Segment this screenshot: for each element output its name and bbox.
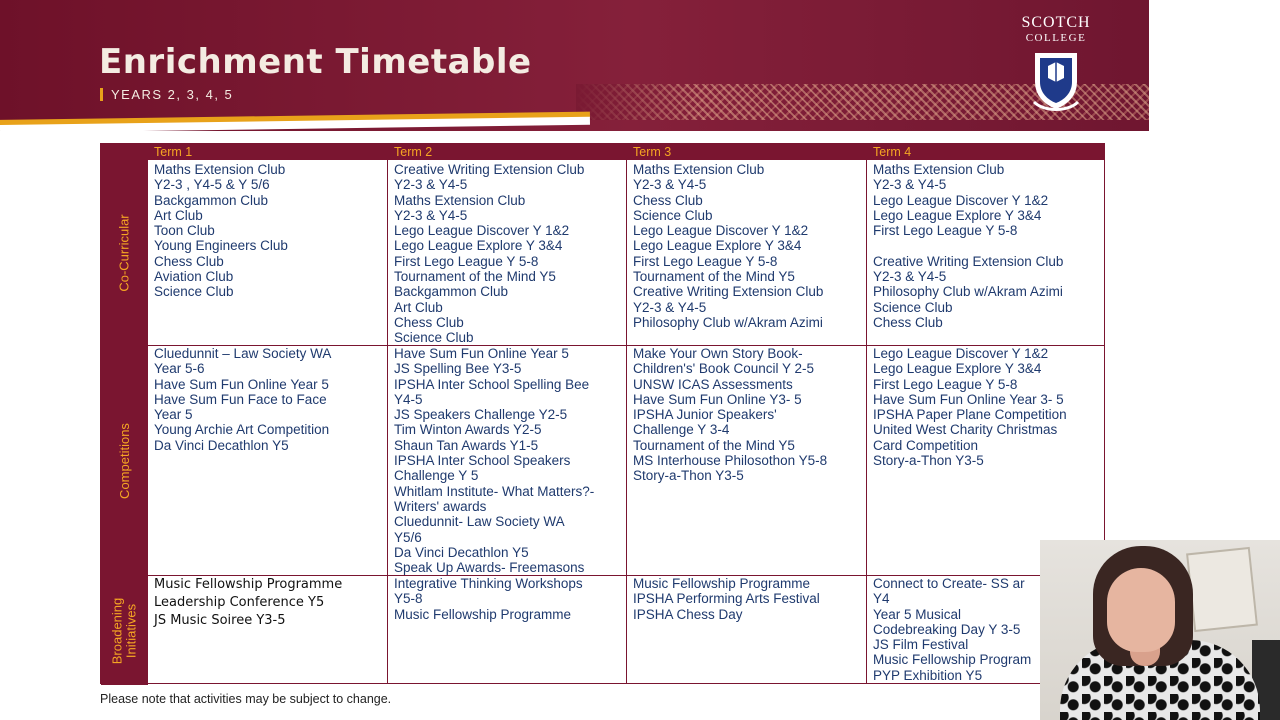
activity-item: Philosophy Club w/Akram Azimi <box>873 284 1063 300</box>
activity-item: JS Spelling Bee Y3-5 <box>394 361 522 377</box>
activity-item: Y2-3 & Y4-5 <box>633 177 707 193</box>
activity-item: JS Music Soiree Y3-5 <box>154 613 286 628</box>
activity-item: Y2-3 & Y4-5 <box>394 207 468 223</box>
activity-item: JS Speakers Challenge Y2-5 <box>394 407 568 423</box>
activity-item: Y2-3 & Y4-5 <box>873 269 947 285</box>
activity-item: Have Sum Fun Online Year 5 <box>394 346 569 361</box>
activity-item: Make Your Own Story Book- <box>633 346 803 361</box>
activity-item: Tim Winton Awards Y2-5 <box>394 422 542 438</box>
activity-item: Science Club <box>154 284 234 300</box>
activity-item <box>873 238 1104 253</box>
cell-co-curricular-term-3 <box>627 162 866 345</box>
cell-co-curricular-term-1 <box>148 162 387 345</box>
activity-item: Year 5 <box>154 407 193 423</box>
activity-item: Y4-5 <box>394 391 423 407</box>
activity-item: IPSHA Inter School Spelling Bee <box>394 376 590 392</box>
activity-item: Year 5 Musical <box>873 606 962 622</box>
row-label-text: Competitions <box>116 423 132 499</box>
activity-item: Chess Club <box>154 253 224 269</box>
activity-item: Lego League Discover Y 1&2 <box>873 346 1049 361</box>
slide-subtitle: YEARS 2, 3, 4, 5 <box>100 88 233 101</box>
timetable-header-row <box>101 144 1104 160</box>
activity-item: Challenge Y 3-4 <box>633 422 730 438</box>
activity-item: Y4 <box>873 591 890 607</box>
activity-item: Story-a-Thon Y3-5 <box>873 453 984 469</box>
activity-item: PYP Exhibition Y5 <box>873 667 983 683</box>
activity-item: JS Film Festival <box>873 637 969 653</box>
cell-competitions-term-2 <box>388 346 626 575</box>
activity-item: IPSHA Junior Speakers' <box>633 407 777 423</box>
activity-item: Young Engineers Club <box>154 238 288 254</box>
activity-item: Have Sum Fun Face to Face <box>154 391 327 407</box>
activity-item: Tournament of the Mind Y5 <box>633 437 795 453</box>
cell-competitions-term-3 <box>627 346 866 575</box>
activity-item: United West Charity Christmas <box>873 422 1058 438</box>
activity-item: Music Fellowship Programme <box>394 606 572 622</box>
activity-item: Backgammon Club <box>154 192 269 208</box>
cell-broadening-term-2 <box>388 576 626 684</box>
activity-item: Creative Writing Extension Club <box>873 253 1064 269</box>
activity-item: UNSW ICAS Assessments <box>633 376 793 392</box>
activity-item: IPSHA Chess Day <box>633 606 743 622</box>
activity-item: Lego League Explore Y 3&4 <box>633 238 802 254</box>
school-logo-name: SCOTCH <box>1021 14 1091 31</box>
activity-item: Codebreaking Day Y 3-5 <box>873 621 1021 637</box>
activity-item: Music Fellowship Programme <box>633 576 811 591</box>
activity-item: Integrative Thinking Workshops <box>394 576 583 591</box>
activity-item: Maths Extension Club <box>394 192 526 208</box>
activity-item: Music Fellowship Program <box>873 652 1032 668</box>
activity-item: First Lego League Y 5-8 <box>873 223 1018 239</box>
activity-item: IPSHA Paper Plane Competition <box>873 407 1067 423</box>
activity-item: Da Vinci Decathlon Y5 <box>394 544 529 560</box>
activity-item: Connect to Create- SS ar <box>873 576 1025 591</box>
activity-item: Have Sum Fun Online Y3- 5 <box>633 391 802 407</box>
activity-item: Philosophy Club w/Akram Azimi <box>633 314 823 330</box>
row-label-text: Co-Curricular <box>116 214 132 292</box>
term-3-header: Term 3 <box>633 145 672 159</box>
wall-picture-frame <box>1186 547 1258 632</box>
activity-item: Cluedunnit- Law Society WA <box>394 514 565 530</box>
activity-item: Toon Club <box>154 223 215 239</box>
activity-item: Story-a-Thon Y3-5 <box>633 468 744 484</box>
activity-item: Creative Writing Extension Club <box>633 284 824 300</box>
activity-item: Challenge Y 5 <box>394 468 479 484</box>
term-1-header: Term 1 <box>154 145 193 159</box>
activity-item: First Lego League Y 5-8 <box>633 253 778 269</box>
activity-item: Y2-3 , Y4-5 & Y 5/6 <box>154 177 270 193</box>
row-label-line2: Initiatives <box>123 603 139 658</box>
banner-pattern-fade <box>576 84 696 120</box>
activity-item: Whitlam Institute- What Matters?- <box>394 483 595 499</box>
cell-competitions-term-1 <box>148 346 387 575</box>
activity-item: Maths Extension Club <box>873 162 1005 177</box>
activity-item: Have Sum Fun Online Year 5 <box>154 376 329 392</box>
activity-item: IPSHA Inter School Speakers <box>394 453 571 469</box>
activity-item: Music Fellowship Programme <box>154 577 343 592</box>
term-2-header: Term 2 <box>394 145 433 159</box>
activity-item: Card Competition <box>873 437 979 453</box>
activity-item: Tournament of the Mind Y5 <box>633 269 795 285</box>
activity-item: Cluedunnit – Law Society WA <box>154 346 332 361</box>
activity-item: Aviation Club <box>154 269 234 285</box>
activity-item: Speak Up Awards- Freemasons <box>394 560 585 575</box>
footer-note: Please note that activities may be subject to change. <box>100 692 392 706</box>
activity-item: Y5-8 <box>394 591 423 607</box>
activity-item: Art Club <box>154 207 203 223</box>
activity-item: First Lego League Y 5-8 <box>394 253 539 269</box>
activity-item: Leadership Conference Y5 <box>154 595 325 610</box>
activity-item: Maths Extension Club <box>154 162 286 177</box>
activity-item: Lego League Discover Y 1&2 <box>873 192 1049 208</box>
activity-item: Y2-3 & Y4-5 <box>394 177 468 193</box>
activity-item: Writers' awards <box>394 498 487 514</box>
activity-item: Science Club <box>633 207 713 223</box>
activity-item: Lego League Explore Y 3&4 <box>873 207 1042 223</box>
cell-broadening-term-3 <box>627 576 866 684</box>
row-label-text <box>111 597 139 664</box>
activity-item: Lego League Discover Y 1&2 <box>633 223 809 239</box>
activity-item: Maths Extension Club <box>633 162 765 177</box>
cell-co-curricular-term-2 <box>388 162 626 345</box>
activity-item: Year 5-6 <box>154 361 205 377</box>
slide-title: Enrichment Timetable <box>99 42 532 82</box>
activity-item: Y2-3 & Y4-5 <box>633 299 707 315</box>
activity-item: Chess Club <box>633 192 703 208</box>
activity-item: Art Club <box>394 299 443 315</box>
row-label-broadening-initiatives <box>101 576 148 685</box>
activity-item: Y5/6 <box>394 529 422 545</box>
activity-item: Science Club <box>873 299 953 315</box>
activity-item: MS Interhouse Philosothon Y5-8 <box>633 453 828 469</box>
term-4-header: Term 4 <box>873 145 912 159</box>
activity-item: Young Archie Art Competition <box>154 422 330 438</box>
enrichment-timetable <box>100 143 1105 684</box>
activity-item: Tournament of the Mind Y5 <box>394 269 556 285</box>
row-label-competitions <box>101 346 148 576</box>
activity-item: Da Vinci Decathlon Y5 <box>154 437 289 453</box>
row-label-co-curricular <box>101 160 148 346</box>
activity-item: Lego League Explore Y 3&4 <box>873 361 1042 377</box>
activity-item: Creative Writing Extension Club <box>394 162 585 177</box>
activity-item: Have Sum Fun Online Year 3- 5 <box>873 391 1064 407</box>
activity-item: Shaun Tan Awards Y1-5 <box>394 437 539 453</box>
row-label-line1: Broadening <box>109 597 125 664</box>
activity-item: Children's' Book Council Y 2-5 <box>633 361 815 377</box>
activity-item: Lego League Discover Y 1&2 <box>394 223 570 239</box>
activity-item: Chess Club <box>394 314 464 330</box>
cell-broadening-term-1 <box>148 576 387 684</box>
activity-item: IPSHA Performing Arts Festival <box>633 591 820 607</box>
activity-item: Science Club <box>394 330 474 345</box>
cell-co-curricular-term-4 <box>867 162 1104 345</box>
presenter-video-feed[interactable] <box>1040 540 1280 720</box>
school-crest-icon <box>1030 48 1082 112</box>
slide-banner <box>0 0 1149 131</box>
presenter-face <box>1107 568 1175 652</box>
activity-item: Backgammon Club <box>394 284 509 300</box>
activity-item: First Lego League Y 5-8 <box>873 376 1018 392</box>
activity-item: Chess Club <box>873 314 943 330</box>
school-logo-subname: COLLEGE <box>1025 32 1087 44</box>
activity-item: Y2-3 & Y4-5 <box>873 177 947 193</box>
activity-item: Lego League Explore Y 3&4 <box>394 238 563 254</box>
